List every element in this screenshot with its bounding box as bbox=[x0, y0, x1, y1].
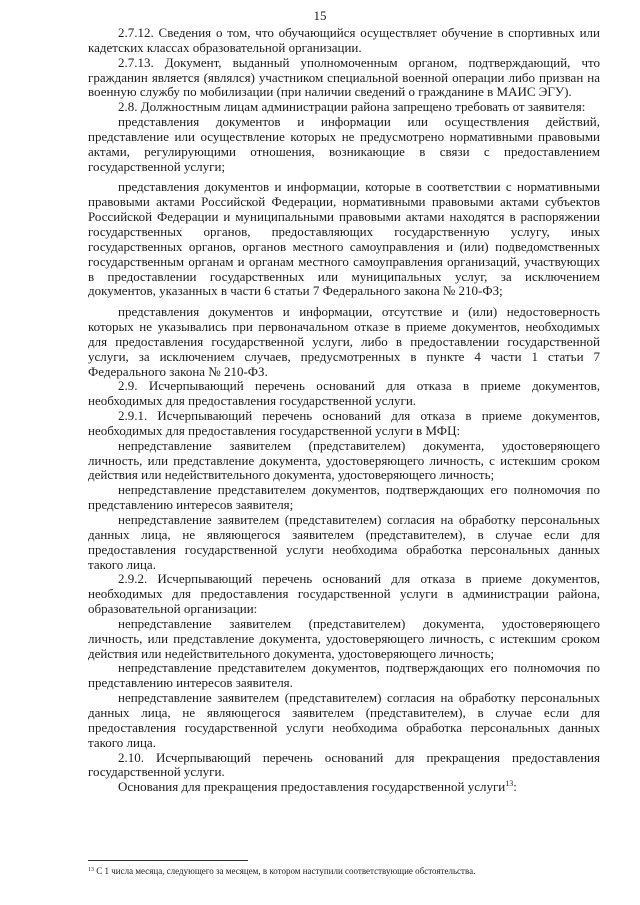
document-body bbox=[88, 26, 600, 795]
footnote-number: 13 bbox=[88, 867, 94, 873]
footnote-text: С 1 числа месяца, следующего за месяцем, в котором наступили соответствующие обстоятельства. bbox=[94, 866, 476, 876]
termination-grounds-text: Основания для прекращения предоставления государственной услуги bbox=[118, 779, 506, 795]
paragraph-2-9-1-item-1: непредставление заявителем (представителем) документа, удостоверяющего личность, или представление документа, удостоверяющего личность, с истекшим сроком действия или недействительного документа, удостоверяющего личность; bbox=[88, 437, 600, 483]
page-number: 15 bbox=[313, 8, 327, 23]
paragraph-2-9-2-item-2: непредставление представителем документов, подтверждающих его полномочия по представлению интересов заявителя. bbox=[88, 660, 600, 691]
footnote-13 bbox=[88, 866, 608, 877]
paragraph-2-9-2: 2.9.2. Исчерпывающий перечень оснований для отказа в приеме документов, необходимых для предоставления государственной услуги в администрации района, образовательной организации: bbox=[88, 571, 600, 617]
paragraph-2-9-1: 2.9.1. Исчерпывающий перечень оснований для отказа в приеме документов, необходимых для предоставления государственной услуги в МФЦ: bbox=[88, 408, 600, 438]
paragraph-2-8-item-3: представления документов и информации, отсутствие и (или) недостоверность которых не указывались при первоначальном отказе в приеме документов, необходимых для предоставления государственной услуги, либо в предоставлении государственной услуги, за исключением случаев, предусмотренных в пункте 4 части 1 статьи 7 Федерального закона № 210-ФЗ. bbox=[88, 304, 600, 379]
paragraph-2-10: 2.10. Исчерпывающий перечень оснований для прекращения предоставления государственной услуги. bbox=[88, 749, 600, 780]
termination-grounds-colon: : bbox=[513, 779, 517, 795]
paragraph-2-8-item-2: представления документов и информации, которые в соответствии с нормативными правовыми актами Российской Федерации, нормативными правовыми актами субъектов Российской Федерации и муниципальными правовыми актами находятся в распоряжении государственных органов, предоставляющих государственную услугу, иных государственных органов, органов местного самоуправления и (или) подведомственных государственным органам и органам местного самоуправления организаций, участвующих в предоставлении государственных или муниципальных услуг, за исключением документов, указанных в части 6 статьи 7 Федерального закона № 210-ФЗ; bbox=[88, 179, 600, 299]
paragraph-2-8: 2.8. Должностным лицам администрации района запрещено требовать от заявителя: bbox=[118, 99, 586, 115]
footnote-divider bbox=[88, 860, 248, 861]
paragraph-termination-grounds bbox=[88, 780, 600, 795]
paragraph-2-9: 2.9. Исчерпывающий перечень оснований для отказа в приеме документов, необходимых для предоставления государственной услуги. bbox=[88, 378, 600, 409]
paragraph-2-8-item-1: представления документов и информации или осуществления действий, представление или осуществление которых не предусмотрено нормативными правовыми актами, регулирующими отношения, возникающие в связи с предоставлением государственной услуги; bbox=[88, 114, 600, 174]
paragraph-2-9-1-item-3: непредставление заявителем (представителем) согласия на обработку персональных данных лица, не являющегося заявителем (представителем), в случае если для предоставления государственной услуги необходима обработка персональных данных такого лица. bbox=[88, 512, 600, 572]
paragraph-2-9-2-item-3: непредставление заявителем (представителем) согласия на обработку персональных данных лица, не являющегося заявителем (представителем), в случае если для предоставления государственной услуги необходима обработка персональных данных такого лица. bbox=[88, 690, 600, 750]
paragraph-2-7-13: 2.7.13. Документ, выданный уполномоченным органом, подтверждающий, что гражданин является (являлся) участником специальной военной операции либо призван на военную службу по мобилизации (при наличии сведений о гражданине в МАИС ЭГУ). bbox=[88, 54, 600, 100]
paragraph-2-9-2-item-1: непредставление заявителем (представителем) документа, удостоверяющего личность, или представление документа, удостоверяющего личность, с истекшим сроком действия или недействительного документа, удостоверяющего личность; bbox=[88, 615, 600, 661]
footnote-ref-13[interactable]: 13 bbox=[505, 779, 514, 789]
paragraph-2-7-12: 2.7.12. Сведения о том, что обучающийся осуществляет обучение в спортивных или кадетских классах образовательной организации. bbox=[88, 25, 600, 55]
paragraph-2-9-1-item-2: непредставление представителем документов, подтверждающих его полномочия по представлению интересов заявителя; bbox=[88, 482, 600, 513]
